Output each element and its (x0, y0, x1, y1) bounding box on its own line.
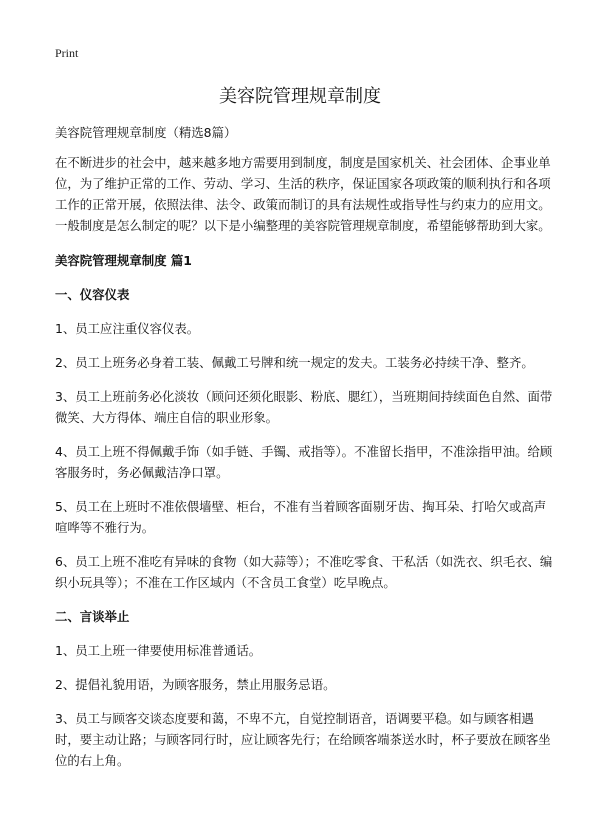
list-item: 5、员工在上班时不准依偎墙壁、柜台，不准有当着顾客面剔牙齿、掏耳朵、打哈欠或高声喧哗等不雅行为。 (55, 499, 547, 535)
document-subtitle: 美容院管理规章制度（精选8篇） (55, 125, 237, 140)
intro-paragraph: 在不断进步的社会中，越来越多地方需要用到制度，制度是国家机关、社会团体、企事业单位，为了维护正常的工作、劳动、学习、生活的秩序，保证国家各项政策的顺利执行和各项工作的正常开展，依照法律、法令、政策而制订的具有法规性或指导性与约束力的应用文。一般制度是怎么制定的呢？以下是小编整理的美容院管理规章制度，希望能够帮助到大家。 (55, 155, 551, 233)
list-item: 3、员工上班前务必化淡妆（顾问还须化眼影、粉底、腮红），当班期间持续面色自然、面带微笑、大方得体、端庄自信的职业形象。 (55, 389, 553, 425)
document-body (55, 122, 553, 784)
list-item: 4、员工上班不得佩戴手饰（如手链、手镯、戒指等）。不准留长指甲，不准涂指甲油。给顾客服务时，务必佩戴洁净口罩。 (55, 444, 553, 480)
part-heading: 美容院管理规章制度 篇1 (55, 253, 192, 268)
list-item: 2、提倡礼貌用语，为顾客服务，禁止用服务忌语。 (55, 677, 336, 692)
list-item: 1、员工上班一律要使用标准普通话。 (55, 643, 262, 658)
list-item: 3、员工与顾客交谈态度要和蔼，不卑不亢，自觉控制语音，语调要平稳。如与顾客相遇时，要主动让路；与顾客同行时，应让顾客先行；在给顾客端茶送水时，杯子要放在顾客坐位的右上角。 (55, 711, 551, 768)
document-title: 美容院管理规章制度 (219, 86, 381, 107)
list-item: 1、员工应注重仪容仪表。 (55, 321, 200, 336)
section-heading-manners: 二、言谈举止 (55, 609, 130, 624)
print-label: Print (55, 46, 79, 60)
list-item: 6、员工上班不准吃有异味的食物（如大蒜等）；不准吃零食、干私活（如洗衣、织毛衣、编织小玩具等）；不准在工作区域内（不含员工食堂）吃早晚点。 (55, 554, 553, 590)
list-item: 2、员工上班务必身着工装、佩戴工号牌和统一规定的发夫。工装务必持续干净、整齐。 (55, 355, 534, 370)
section-heading-appearance: 一、仪容仪表 (55, 287, 130, 302)
